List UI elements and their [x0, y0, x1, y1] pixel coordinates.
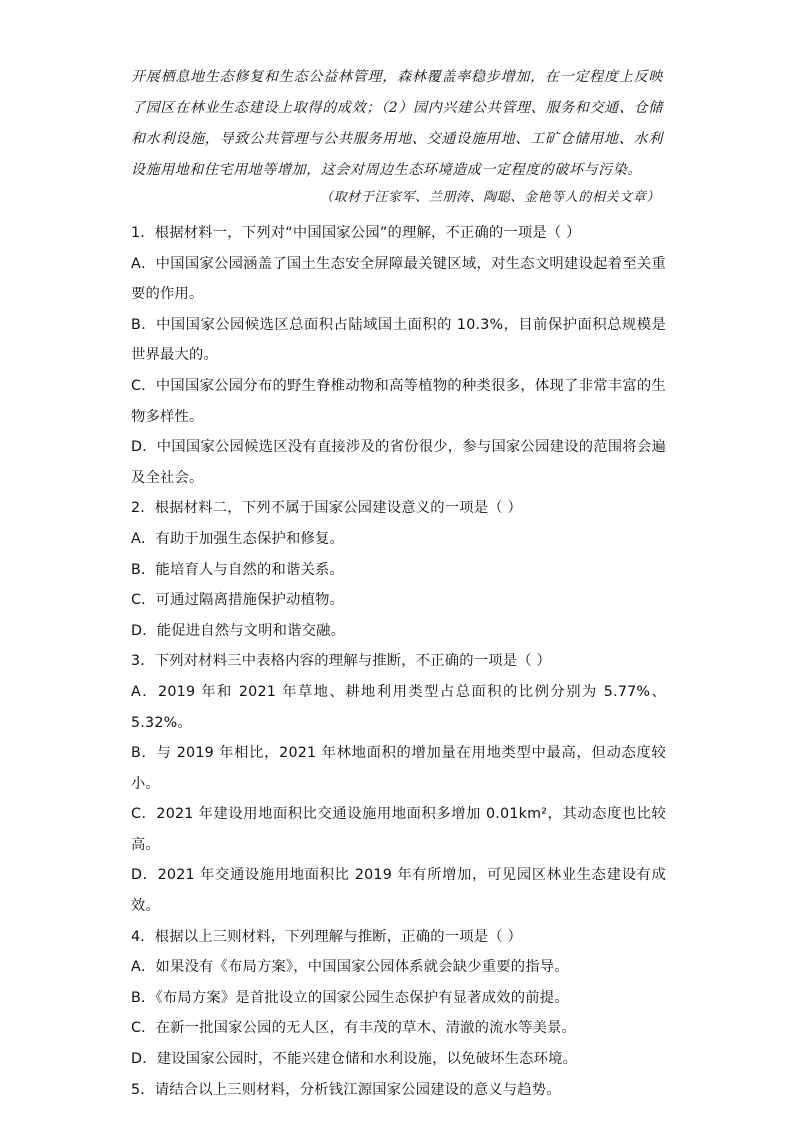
- question-2-stem: 2．根据材料二，下列不属于国家公园建设意义的一项是（ ）: [131, 500, 522, 517]
- question-4-option-c: C．在新一批国家公园的无人区，有丰茂的草木、清澈的流水等美景。: [131, 1020, 577, 1037]
- question-3-option-a: A．2019 年和 2021 年草地、耕地利用类型占总面积的比例分别为 5.77%、5.32%。: [131, 683, 666, 731]
- passage-excerpt: [131, 62, 663, 186]
- question-3-stem: 3．下列对材料三中表格内容的理解与推断，不正确的一项是（ ）: [131, 653, 551, 670]
- question-2-option-c: C．可通过隔离措施保护动植物。: [131, 592, 345, 609]
- passage-text: 开展栖息地生态修复和生态公益林管理，森林覆盖率稳步增加，在一定程度上反映了园区在林业生态建设上取得的成效；（2）园内兴建公共管理、服务和交通、仓储和水利设施，导致公共管理与公共服务用地、交通设施用地、工矿仓储用地、水利设施用地和住宅用地等增加，这会对周边生态环境造成一定程度的破坏与污染。: [131, 69, 663, 178]
- question-4-stem: 4．根据以上三则材料，下列理解与推断，正确的一项是（ ）: [131, 928, 522, 945]
- question-3-option-b: B．与 2019 年相比，2021 年林地面积的增加量在用地类型中最高，但动态度较小。: [131, 745, 666, 792]
- question-2-option-a: A．有助于加强生态保护和修复。: [131, 530, 344, 547]
- question-1-option-d: D．中国国家公园候选区没有直接涉及的省份很少，参与国家公园建设的范围将会遍及全社会。: [131, 439, 666, 486]
- question-5-stem: 5．请结合以上三则材料，分析钱江源国家公园建设的意义与趋势。: [131, 1081, 561, 1098]
- questions-section: [131, 218, 666, 1105]
- question-1-stem: 1．根据材料一，下列对“中国国家公园”的理解，不正确的一项是（ ）: [131, 225, 581, 241]
- question-4-option-d: D．建设国家公园时，不能兴建仓储和水利设施，以免破坏生态环境。: [131, 1051, 578, 1068]
- question-2-option-d: D．能促进自然与文明和谐交融。: [131, 622, 346, 639]
- question-4-option-a: A．如果没有《布局方案》，中国国家公园体系就会缺少重要的指导。: [131, 959, 569, 976]
- passage-source: （取材于汪家军、兰朋涛、陶聪、金艳等人的相关文章）: [319, 190, 660, 205]
- question-1-option-a: A．中国国家公园涵盖了国土生态安全屏障最关键区域，对生态文明建设起着至关重要的作用。: [131, 255, 666, 303]
- question-1-option-c: C．中国国家公园分布的野生脊椎动物和高等植物的种类很多，体现了非常丰富的生物多样性。: [131, 377, 666, 425]
- question-1-option-b: B．中国国家公园候选区总面积占陆域国土面积的 10.3%，目前保护面积总规模是世界最大的。: [131, 316, 666, 364]
- question-2-option-b: B．能培育人与自然的和谐关系。: [131, 561, 344, 578]
- question-3-option-c: C．2021 年建设用地面积比交通设施用地面积多增加 0.01km²，其动态度也比较高。: [131, 806, 666, 853]
- question-3-option-d: D．2021 年交通设施用地面积比 2019 年有所增加，可见园区林业生态建设有成效。: [131, 867, 666, 915]
- question-4-option-b: B．《布局方案》是首批设立的国家公园生态保护有显著成效的前提。: [131, 989, 569, 1006]
